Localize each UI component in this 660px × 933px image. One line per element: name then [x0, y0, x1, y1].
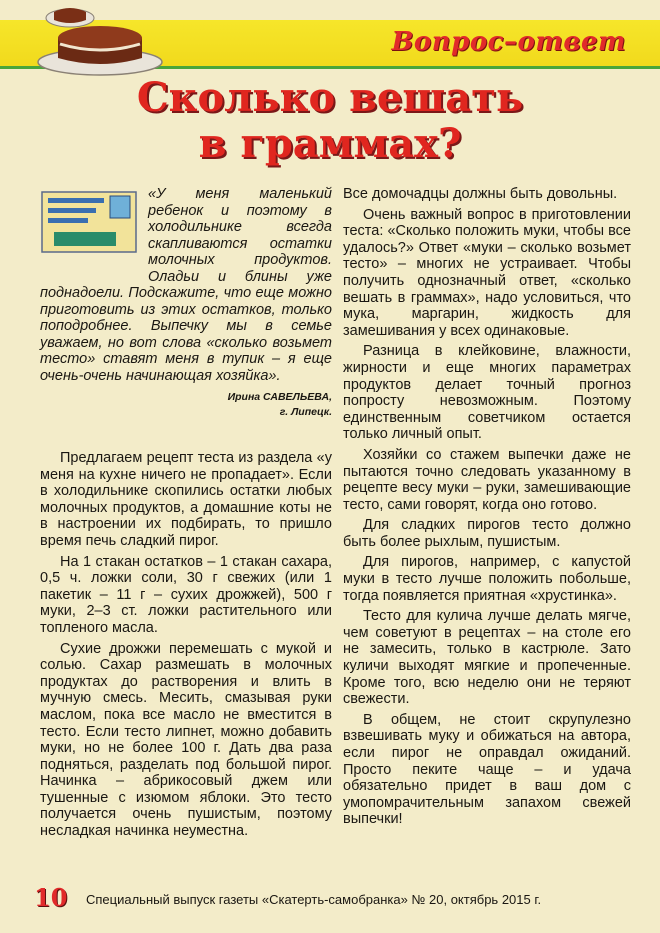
paragraph: Предлагаем рецепт теста из раздела «у меня на кухне ничего не пропадает». Если в холодильнике скопились остатки любых молочных продуктов, а домашние коты не в настроении их подбирать, то пришло время печь сладкий пирог. — [40, 450, 332, 549]
author-block — [40, 390, 332, 428]
paragraph: Тесто для кулича лучше делать мягче, чем советуют в рецептах – на столе его не замесить, только в кастрюле. Зато куличи выходят мягкие и пропеченные. Кроме того, всю неделю они не теряют свежести. — [343, 608, 631, 708]
paragraph: Для пирогов, например, с капустой муки в тесто лучше положить побольше, тогда появляется приятная «хрустинка». — [343, 554, 631, 604]
paragraph: Для сладких пирогов тесто должно быть более рыхлым, пушистым. — [343, 517, 631, 550]
paragraph: На 1 стакан остатков – 1 стакан сахара, 0,5 ч. ложки соли, 30 г свежих (или 1 пакетик – 11 г – сухих дрожжей), 500 г муки, 2–3 ст. ложки растительного или топленого масла. — [40, 553, 332, 636]
paragraph: Хозяйки со стажем выпечки даже не пытаются точно следовать указанному в рецепте весу муки – руки, замешивающие тесто, сами говорят, когда оно готово. — [343, 446, 631, 513]
cake-icon — [30, 0, 170, 80]
paragraph: Сухие дрожжи перемешать с мукой и солью. Сахар размешать в молочных продуктах до растворения и влить в мучную смесь. Месить, смазывая руки маслом, пока все масло не вместится в тесто. Если тесто липнет, можно добавить муки, но не более 100 г. Дать два раза подняться, разделать под большой пирог. Начинка – абрикосовый джем или тушенные с изюмом яблоки. Это тесто получается очень пушистым, поэтому несладкая начинка неуместна. — [40, 640, 332, 840]
page-number: 10 — [34, 883, 68, 912]
rubric-label: Вопрос–ответ — [391, 27, 626, 57]
envelope-spacer — [40, 186, 148, 270]
question-text: «У меня маленький ребенок и поэтому в холодильнике всегда скапливаются остатки молочных продуктов. Оладьи и блины уже поднадоели. Подскажите, что еще можно приготовить из этих остатков, только поподробнее. Выпечку мы в семье уважаем, но вот слова «сколько возьмет тесто» ставят меня в тупик – я еще очень-очень начинающая хозяйка». — [40, 186, 332, 384]
paragraph: Все домочадцы должны быть довольны. — [343, 186, 618, 202]
paragraph: Очень важный вопрос в приготовлении теста: «Сколько положить муки, чтобы все удалось?» Ответ «муки – сколько возьмет тесто» – многих не устраивает. Чтобы получить однозначный ответ, «сколько вешать в граммах», надо условиться, что мука, маргарин, жидкость для замешивания у всех одинаковые. — [343, 206, 631, 339]
title-line-1: Сколько вешать — [136, 74, 524, 121]
author-name: Ирина САВЕЛЬЕВА, — [227, 391, 332, 403]
author-city: г. Липецк. — [279, 406, 332, 418]
right-column — [343, 186, 631, 832]
publication-line: Специальный выпуск газеты «Скатерть-самобранка» № 20, октябрь 2015 г. — [86, 892, 542, 907]
left-column — [40, 450, 332, 844]
article-title — [0, 75, 660, 167]
title-line-2: в граммах? — [198, 120, 462, 167]
reader-question — [40, 186, 332, 428]
paragraph: Разница в клейковине, влажности, жирности и еще многих параметрах продуктов делает точный прогноз попросту невозможным. Поэтому единственным советчиком остается только личный опыт. — [343, 343, 631, 443]
paragraph: В общем, не стоит скрупулезно взвешивать муку и обижаться на автора, если пирог не оправдал ожиданий. Просто пеките чаще – и удача обязательно придет в ваш дом с умопомрачительным запахом свежей выпечки! — [343, 711, 631, 828]
